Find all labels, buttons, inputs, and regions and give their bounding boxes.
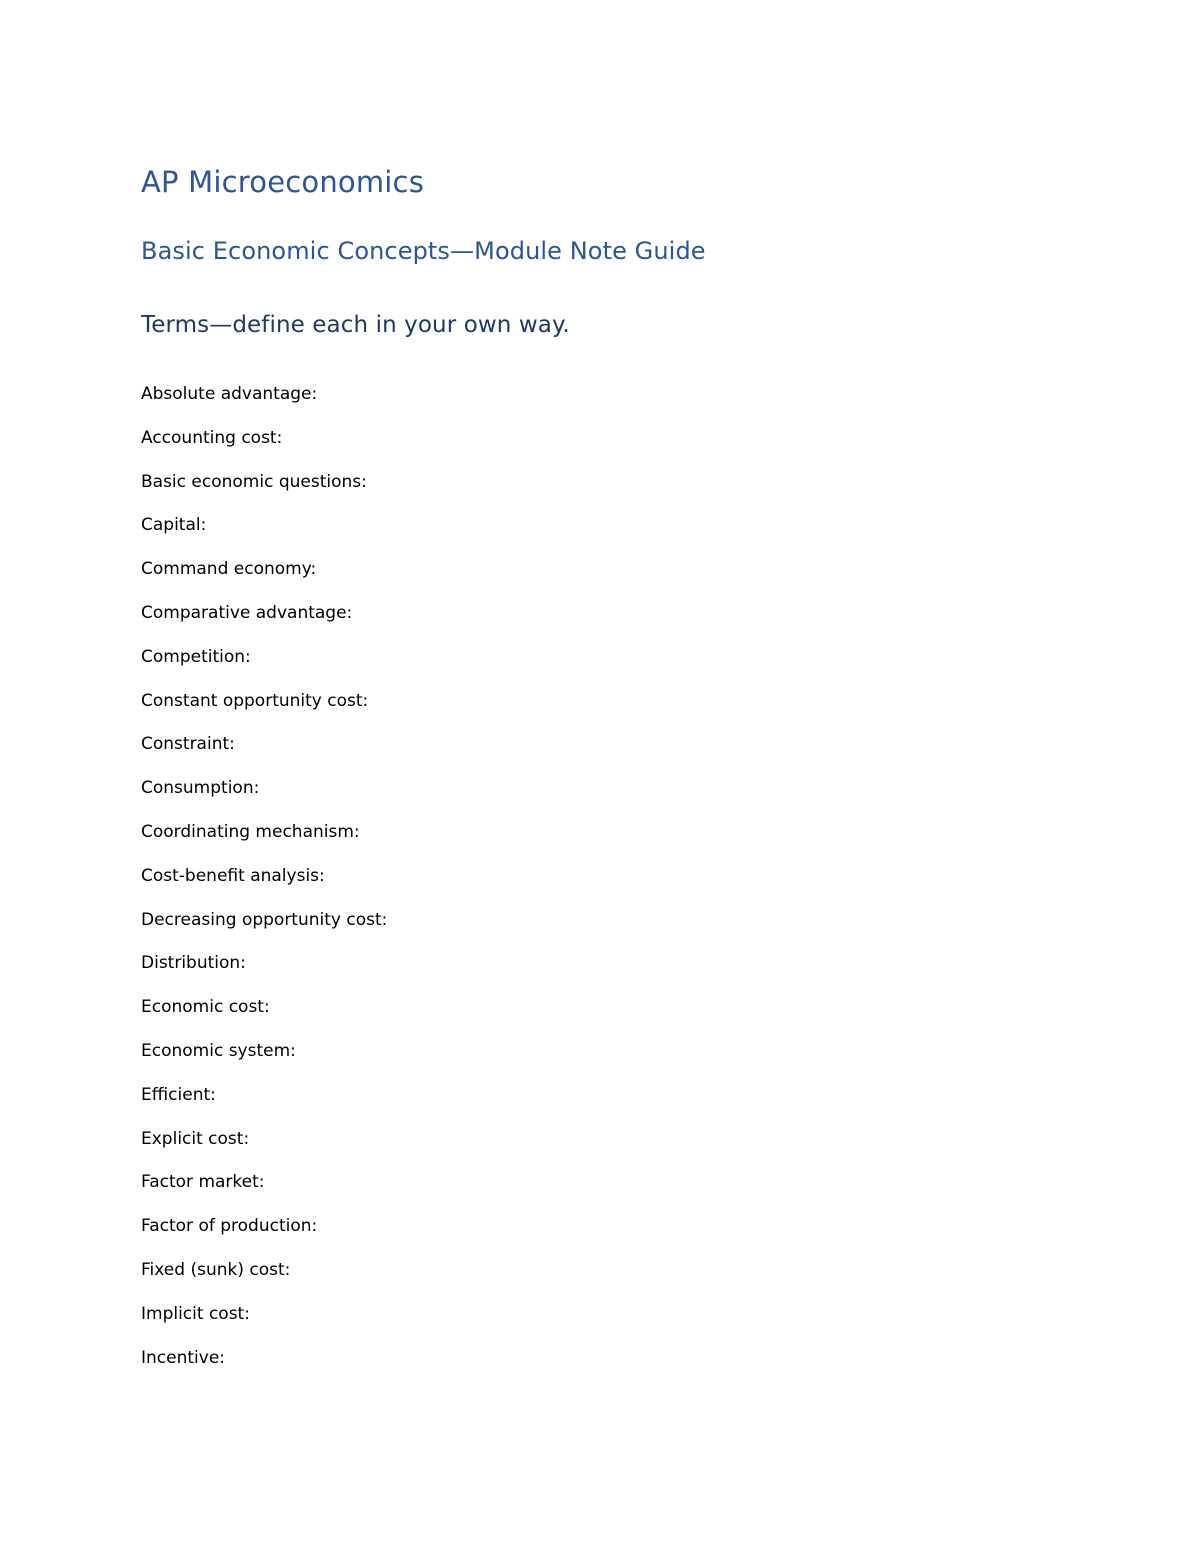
term-item: Accounting cost:: [141, 427, 283, 448]
term-item: Capital:: [141, 515, 207, 536]
document-content: [141, 160, 1121, 1389]
term-item: Factor of production:: [141, 1216, 318, 1237]
term-item: Competition:: [141, 646, 251, 667]
term-item: Constraint:: [141, 734, 235, 755]
term-item: Decreasing opportunity cost:: [141, 909, 388, 930]
term-item: Economic system:: [141, 1040, 296, 1061]
term-item: Explicit cost:: [141, 1128, 250, 1149]
terms-list: [141, 382, 1121, 1389]
term-item: Comparative advantage:: [141, 602, 353, 623]
term-item: Efficient:: [141, 1084, 216, 1105]
term-item: Distribution:: [141, 953, 246, 974]
term-item: Incentive:: [141, 1347, 226, 1368]
term-item: Coordinating mechanism:: [141, 821, 360, 842]
term-item: Absolute advantage:: [141, 384, 318, 404]
term-item: Command economy:: [141, 559, 317, 580]
terms-section-heading: Terms—define each in your own way.: [141, 312, 570, 338]
term-item: Cost-benefit analysis:: [141, 865, 325, 886]
term-item: Implicit cost:: [141, 1303, 250, 1324]
document-title: AP Microeconomics: [141, 165, 425, 199]
document-subtitle: Basic Economic Concepts—Module Note Guide: [141, 237, 706, 265]
term-item: Factor market:: [141, 1172, 265, 1193]
term-item: Constant opportunity cost:: [141, 690, 369, 711]
term-item: Economic cost:: [141, 997, 270, 1018]
term-item: Basic economic questions:: [141, 471, 367, 492]
term-item: Consumption:: [141, 778, 260, 799]
term-item: Fixed (sunk) cost:: [141, 1259, 291, 1280]
